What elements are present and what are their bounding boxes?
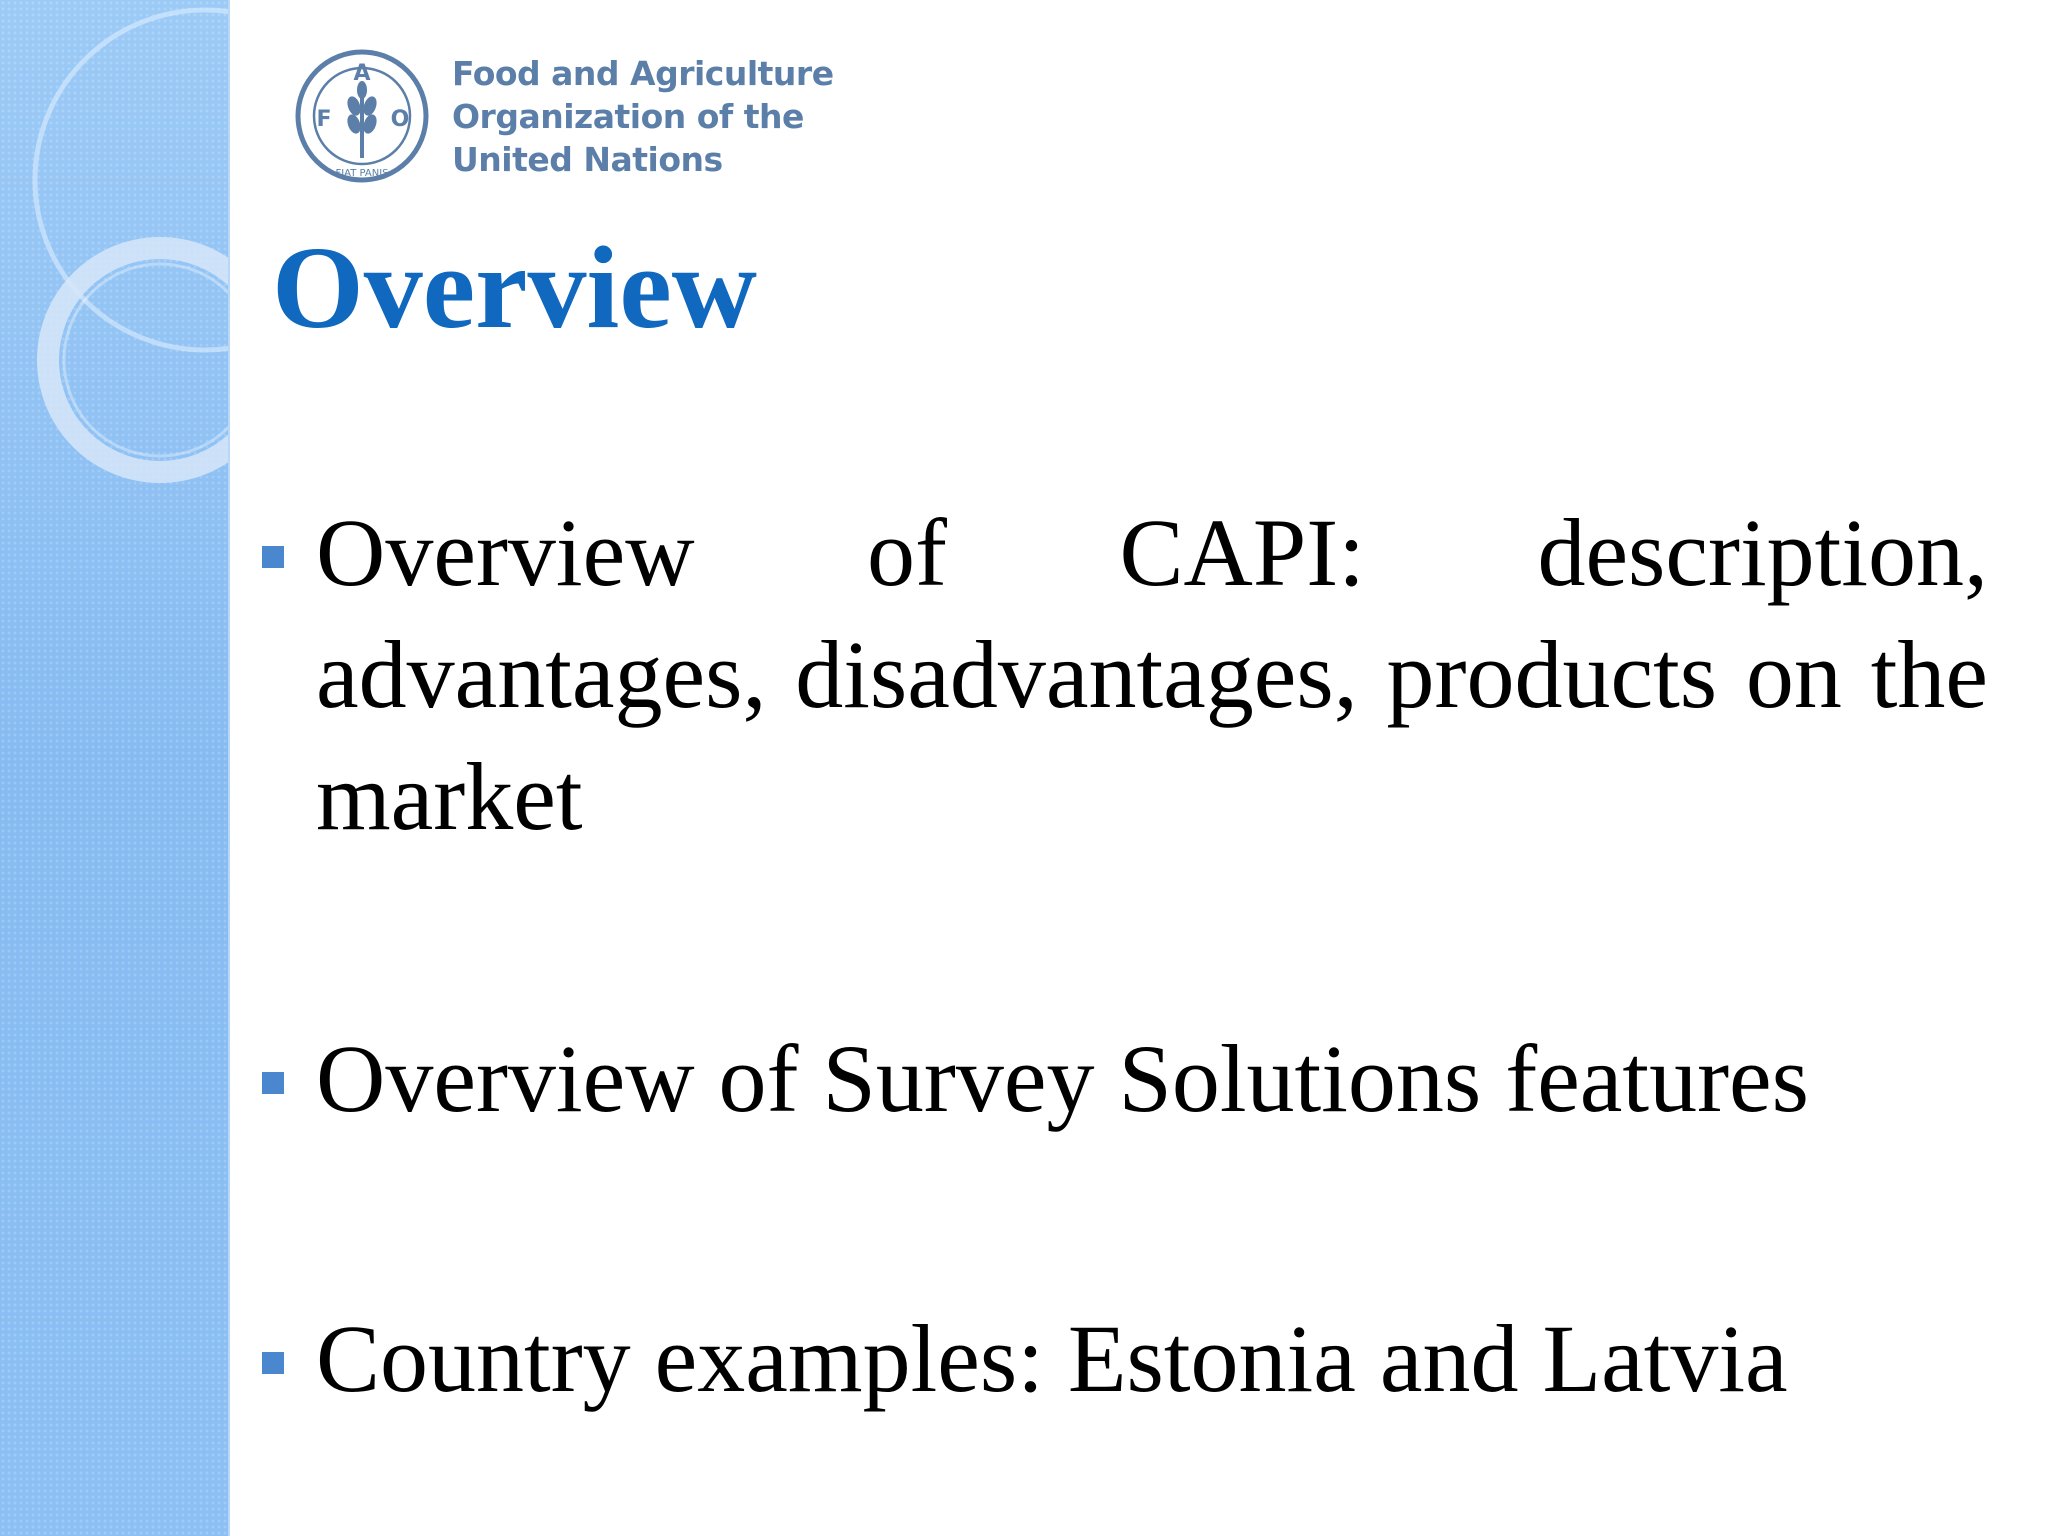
list-item [260,1298,1988,1420]
logo-text-line: Food and Agriculture [452,53,834,93]
logo-text-line: United Nations [452,139,723,179]
square-bullet-icon [262,1072,284,1094]
emblem-letter: F [316,107,332,132]
emblem-letter: A [353,61,371,86]
bullet-text: Overview of Survey Solutions features [316,1025,1810,1132]
fao-logo [292,46,834,186]
bullet-text: Overview of CAPI: description, advantages, disadvantages, products on the market [316,499,1988,850]
logo-text-line: Organization of the [452,96,804,136]
slide-title: Overview [272,222,757,353]
square-bullet-icon [262,546,284,568]
logo-text [452,52,834,181]
emblem-motto: FIAT PANIS [335,168,389,179]
emblem-letter: O [390,107,410,132]
list-item [260,492,1988,858]
decorative-rings-icon [0,0,228,1536]
decorative-side-band [0,0,230,1536]
fao-emblem-icon [292,46,432,186]
list-item [260,1018,1988,1140]
bullet-list [260,492,1988,1420]
bullet-text: Country examples: Estonia and Latvia [316,1305,1788,1412]
square-bullet-icon [262,1352,284,1374]
